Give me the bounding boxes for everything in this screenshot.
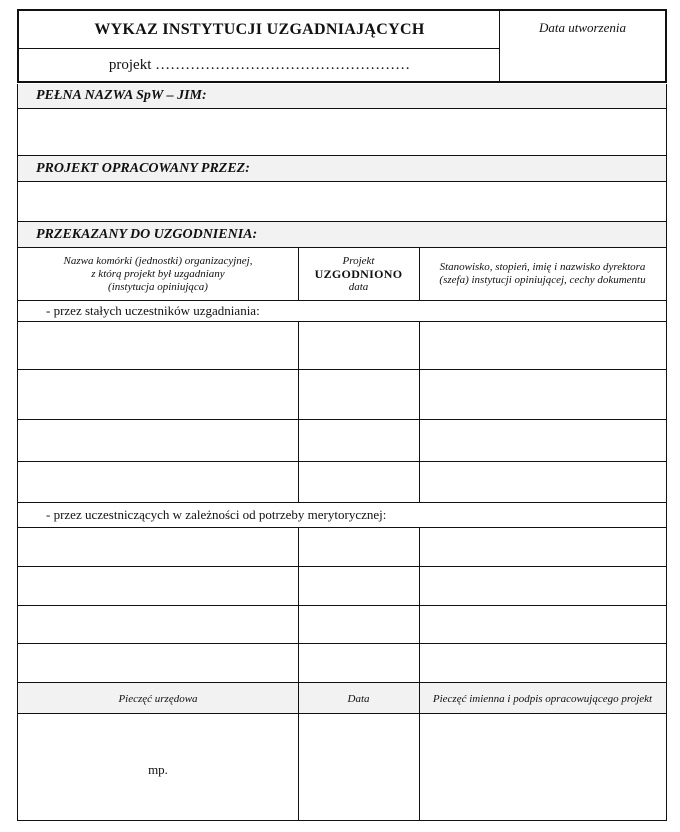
form-body (17, 84, 667, 821)
column-divider (298, 322, 299, 503)
footer-signature-field[interactable] (419, 714, 666, 820)
col-agreed-line-2: UZGODNIONO (314, 266, 403, 281)
form-header (17, 9, 667, 83)
col-agreed-line-1: Projekt (342, 254, 375, 267)
date-header (298, 683, 419, 714)
creation-date-cell[interactable] (500, 11, 665, 81)
group-permanent-label (18, 300, 666, 321)
submitted-label: PRZEKAZANY DO UZGODNIENIA: (36, 226, 258, 242)
stamp-field[interactable] (18, 714, 298, 820)
col-unit-line-2: z którą projekt był uzgadniany (91, 267, 225, 280)
group-optional-text: - przez uczestniczących w zależności od potrzeby merytorycznej: (46, 507, 387, 522)
group-permanent-text: - przez stałych uczestników uzgadniania: (46, 302, 260, 318)
col-agreed-line-3: data (348, 280, 369, 293)
table-row[interactable] (18, 421, 666, 462)
col-official-header (419, 248, 666, 300)
signature-label: Pieczęć imienna i podpis opracowującego projekt (432, 692, 653, 705)
col-unit-line-1: Nazwa komórki (jednostki) organizacyjnej, (63, 254, 253, 267)
project-field[interactable]: projekt …………………………………………… (108, 56, 411, 73)
table-row[interactable] (18, 322, 666, 370)
col-agreed-header (298, 248, 419, 300)
col-unit-line-3: (instytucja opiniująca) (108, 280, 208, 293)
table-row[interactable] (18, 371, 666, 420)
prepared-by-label: PROJEKT OPRACOWANY PRZEZ: (36, 160, 250, 176)
column-divider (419, 322, 420, 503)
submitted-header (18, 222, 666, 248)
table-row[interactable] (18, 567, 666, 606)
prepared-by-header (18, 156, 666, 182)
signature-header (419, 683, 666, 714)
date-label: Data (347, 692, 370, 705)
col-unit-name-header (18, 248, 298, 300)
mp-mark: mp. (148, 762, 168, 777)
table-row[interactable] (18, 644, 666, 683)
column-divider (298, 528, 299, 820)
column-divider (419, 248, 420, 300)
table-row[interactable] (18, 528, 666, 567)
group-optional-label (18, 503, 666, 527)
footer-date-field[interactable] (298, 714, 419, 820)
col-official-line-1: Stanowisko, stopień, imię i nazwisko dyrektora (439, 261, 646, 273)
table-row[interactable] (18, 463, 666, 503)
prepared-by-field[interactable] (18, 182, 666, 222)
form-title: WYKAZ INSTYTUCJI UZGADNIAJĄCYCH (94, 20, 425, 38)
header-left-cell (19, 11, 500, 81)
column-divider (419, 528, 420, 820)
creation-date-label: Data utworzenia (538, 20, 627, 35)
column-divider (298, 248, 299, 300)
table-row[interactable] (18, 606, 666, 644)
stamp-label: Pieczęć urzędowa (118, 692, 198, 705)
title-row (19, 11, 500, 49)
full-name-field[interactable] (18, 109, 666, 156)
stamp-header (18, 683, 298, 714)
project-row (19, 49, 500, 81)
full-name-header (18, 84, 666, 109)
full-name-label: PEŁNA NAZWA SpW – JIM: (36, 88, 207, 103)
col-official-line-2: (szefa) instytucji opiniującej, cechy dokumentu (439, 274, 646, 286)
